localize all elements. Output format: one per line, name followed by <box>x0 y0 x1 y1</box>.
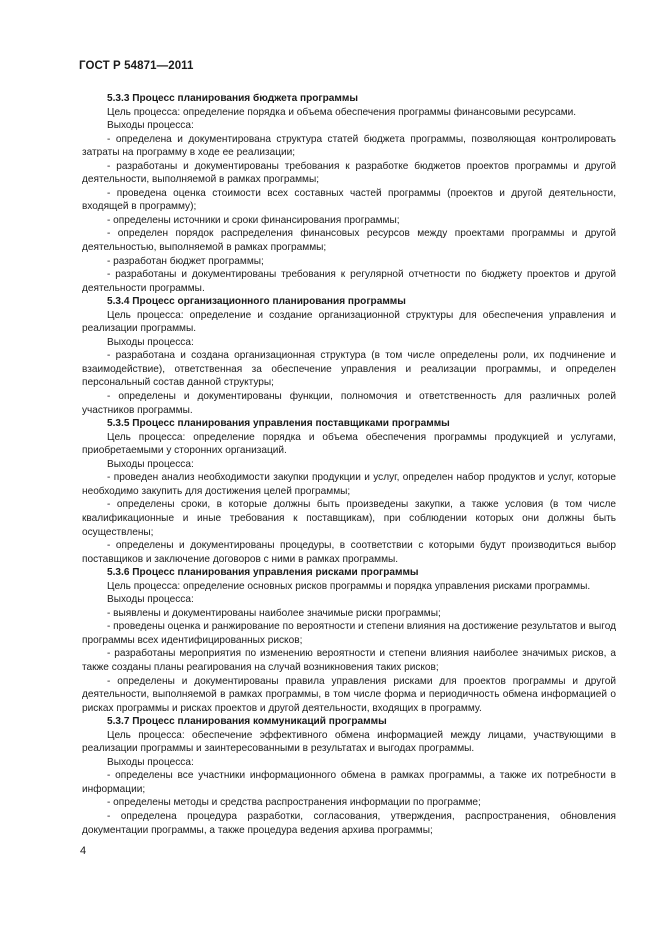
paragraph: Выходы процесса: <box>107 594 194 606</box>
paragraph: - проведены оценка и ранжирование по вероятности и степени влияния на достижение результатов и выгод программы всех идентифицированных рисков; <box>82 621 616 646</box>
document-header: ГОСТ Р 54871—2011 <box>79 60 194 72</box>
paragraph: Выходы процесса: <box>107 756 194 768</box>
paragraph: Цель процесса: определение и создание организационной структуры для обеспечения управления и реализации программы. <box>82 309 616 335</box>
paragraph: Цель процесса: определение порядка и объема обеспечения программы продукцией и услугами, приобретаемыми у сторонних организаций. <box>82 431 616 457</box>
paragraph: - определены и документированы процедуры, в соответствии с которыми будут производиться выбор поставщиков и заключение договоров с ними в рамках программы. <box>82 540 616 565</box>
paragraph: - проведена оценка стоимости всех составных частей программы (проектов и другой деятельности, входящей в программу); <box>82 187 616 213</box>
paragraph: Цель процесса: определение порядка и объема обеспечения программы финансовыми ресурсами. <box>107 106 577 118</box>
section-heading: 5.3.6 Процесс планирования управления рисками программы <box>107 567 419 579</box>
paragraph: - определена и документирована структура статей бюджета программы, позволяющая контролировать затраты на программу в ходе ее реализации; <box>82 133 616 159</box>
paragraph: - разработаны мероприятия по изменению вероятности и степени влияния наиболее значимых рисков, а также созданы планы реагирования на случай возникновения таких рисков; <box>82 648 616 673</box>
paragraph: - определены сроки, в которые должны быть произведены закупки, а также условия (в том числе квалификационные и иные требования к поставщикам), при соблюдении которых они должны быть осуществлены; <box>82 499 616 538</box>
section-heading: 5.3.3 Процесс планирования бюджета программы <box>107 93 358 104</box>
paragraph: Выходы процесса: <box>107 336 194 348</box>
paragraph: - определены и документированы функции, полномочия и ответственность для различных ролей участников программы. <box>82 391 616 416</box>
page-number: 4 <box>80 845 87 857</box>
paragraph: Выходы процесса: <box>107 120 194 132</box>
paragraph: - проведен анализ необходимости закупки продукции и услуг, определен набор продуктов и услуг, которые необходимо закупить для достижения целей программы; <box>82 472 616 497</box>
section-heading: 5.3.5 Процесс планирования управления поставщиками программы <box>107 418 450 430</box>
paragraph: - определены методы и средства распространения информации по программе; <box>107 797 481 809</box>
document-body <box>82 92 616 837</box>
paragraph: - разработаны и документированы требования к разработке бюджетов проектов программы и другой деятельности, выполняемой в рамках программы; <box>82 160 616 186</box>
paragraph: - разработаны и документированы требования к регулярной отчетности по бюджету проектов и другой деятельности программы. <box>82 269 616 294</box>
paragraph: Выходы процесса: <box>107 458 194 470</box>
paragraph: - определены и документированы правила управления рисками для проектов программы и другой деятельности, выполняемой в рамках программы, в том числе форма и периодичность обмена информацией о рисках программы и рисках проектов и другой деятельности, входящих в программу. <box>82 675 616 714</box>
paragraph: - определена процедура разработки, согласования, утверждения, распространения, обновления документации программы, а также процедура ведения архива программы; <box>82 810 616 836</box>
paragraph: - определены источники и сроки финансирования программы; <box>107 214 400 226</box>
paragraph: - разработана и создана организационная структура (в том числе определены роли, их подчинение и взаимодействие), ответственная за обеспечение управления и реализации программы, и определен персональный состав данной структуры; <box>82 350 616 389</box>
paragraph: - определены все участники информационного обмена в рамках программы, а также их потребности в информации; <box>82 770 616 795</box>
paragraph: Цель процесса: обеспечение эффективного обмена информацией между лицами, участвующими в реализации программы и заинтересованными в результатах и выгодах программы. <box>82 729 616 755</box>
section-heading: 5.3.4 Процесс организационного планирования программы <box>107 296 406 308</box>
paragraph: - определен порядок распределения финансовых ресурсов между проектами программы и другой деятельностью, выполняемой в рамках программы; <box>82 228 616 254</box>
section-heading: 5.3.7 Процесс планирования коммуникаций программы <box>107 716 387 728</box>
paragraph: Цель процесса: определение основных рисков программы и порядка управления рисками программы. <box>107 580 591 592</box>
paragraph: - разработан бюджет программы; <box>107 255 264 267</box>
paragraph: - выявлены и документированы наиболее значимые риски программы; <box>107 607 441 619</box>
